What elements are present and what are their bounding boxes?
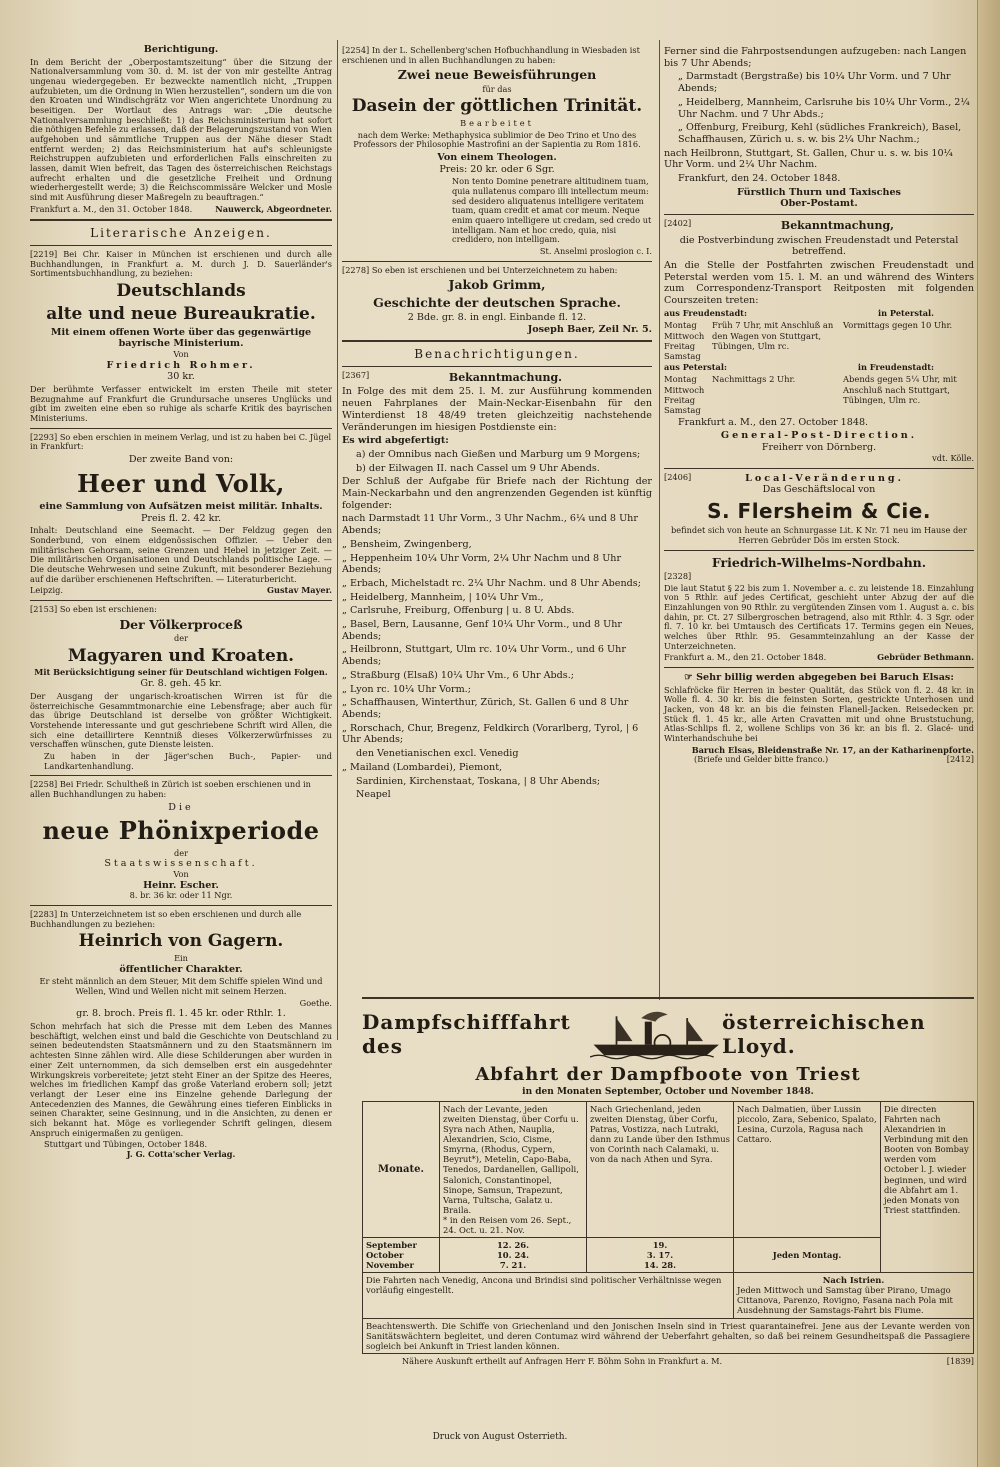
ad-2283-price: gr. 8. broch. Preis fl. 1. 45 kr. oder Rthlr. 1. xyxy=(76,1008,286,1020)
b5-title-text: Sehr billig werden abgegeben bei Baruch Elsas: xyxy=(696,671,954,683)
ad-2254-cite: St. Anselmi proslogion c. I. xyxy=(539,246,652,257)
b3-sub: Das Geschäftslocal von xyxy=(762,484,876,496)
date: 3. 17. xyxy=(646,1250,674,1261)
ad-2153-der: der xyxy=(173,633,188,644)
berichtigung-sign: Nauwerck, Abgeordneter. xyxy=(215,203,332,214)
ad-2153-text2: Zu haben in der Jäger'schen Buch-, Papier- und Landkartenhandlung. xyxy=(44,750,332,771)
ad-2293-place: Leipzig. xyxy=(30,585,63,596)
lloyd-gr-dates xyxy=(587,1238,734,1273)
lloyd-table xyxy=(362,1101,974,1354)
b5-id: [2412] xyxy=(946,754,974,765)
b2-sign2: Freiherr von Dörnberg. xyxy=(761,442,877,454)
ad-2283-text: Schon mehrfach hat sich die Presse mit dem Leben des Mannes beschäftigt, welchen einst und bald die Geschichte von Deutschland zu seinen bedeutendsten Staatsmännern und zu den Staatsmännern im achtesten Sinne zählen wird. Alle diese Schilderungen aber wurden in einer Zeit unternommen, da sich demselben erst ein ausgedehnter Wirkungskreis vorbereitete; jetzt steht Einer an der Spitze des Heeres, welches im friedlichen Kampf das große Vaterland erobern soll; jetzt verlangt der Leser eine ins Einzelne gehende Darlegung der Antecedenzien des Mannes, die Gewährung eines tieferen Einblicks in seinen Charakter, seine Gesinnung, und in die Ansichten, zu denen er sich bekannt hat. Möge es vorliegender Schrift gelingen, diesem Anspruch einigermaßen zu genügen. xyxy=(30,1021,332,1138)
ad-2219-title1: Deutschlands xyxy=(116,281,246,302)
ad-2153-title1: Der Völkerproceß xyxy=(119,616,243,632)
ad-2258-author: Heinr. Escher. xyxy=(143,879,219,891)
bek-line: „ Heilbronn, Stuttgart, Ulm rc. 10¼ Uhr Vorm., und 6 Uhr Abends; xyxy=(342,644,626,668)
fahr-date: Frankfurt, den 24. October 1848. xyxy=(678,173,841,185)
bek-line: „ Schaffhausen, Winterthur, Zürich, St. Gallen 6 und 8 Uhr Abends; xyxy=(342,697,629,720)
b2-sign3: vdt. Kölle. xyxy=(932,452,974,463)
divider xyxy=(342,366,652,367)
lloyd-istrien-text: Jeden Mittwoch und Samstag über Pirano, Umago Cittanova, Parenzo, Rovigno, Fasana nach Pola mit Ausdehnung der Samstags-Fahrt bis Fiume. xyxy=(737,1285,953,1316)
b3-name: S. Flersheim & Cie. xyxy=(707,498,931,523)
lloyd-title: Abfahrt der Dampfboote von Triest xyxy=(475,1064,861,1085)
page-edge xyxy=(977,0,1000,1467)
bek-2367-b: b) der Eilwagen II. nach Cassel um 9 Uhr Abends. xyxy=(356,462,600,474)
date: 14. 28. xyxy=(643,1260,677,1271)
ad-2258-title: neue Phönixperiode xyxy=(42,816,320,846)
bek-2367-a: a) der Omnibus nach Gießen und Marburg um 9 Morgens; xyxy=(356,448,641,460)
column-rule-2 xyxy=(659,40,660,1000)
b5-note: (Briefe und Gelder bitte franco.) xyxy=(694,754,829,765)
lloyd-header xyxy=(362,1004,974,1064)
lloyd-levante-note: * in den Reisen vom 26. Sept., 24. Oct. u. 21. Nov. xyxy=(443,1214,572,1235)
divider xyxy=(30,775,332,776)
bek-line: „ Erbach, Michelstadt rc. 2¼ Uhr Nachm. und 8 Uhr Abends; xyxy=(342,577,641,589)
ad-2278-intro: [2278] So eben ist erschienen und bei Unterzeichnetem zu haben: xyxy=(342,264,618,275)
ad-2293-sub1: Der zweite Band von: xyxy=(128,454,234,466)
lloyd-griech: Nach Griechenland, jeden zweiten Dienstag, über Corfu, Patras, Vostizza, nach Lutraki, dann zu Lande über den Isthmus von Corinth nach Calamaki, u. von da nach Athen und Syra. xyxy=(587,1102,734,1238)
ad-2283-title: Heinrich von Gagern. xyxy=(78,931,284,952)
ad-2254-latin: Non tento Domine penetrare altitudinem tuam, quia nullatenus comparo illi intellectum meum: sed desidero aliquatenus intelligere veritatem tuam, quam credit et amat cor meum. Neque enim quaero intelligere ut credam, sed credo ut intelligam. Nam et hoc credo, quia, nisi credidero, non intelligam. xyxy=(452,176,652,245)
divider xyxy=(30,245,332,246)
divider xyxy=(664,214,974,215)
ad-2254-fur: für das xyxy=(482,83,512,94)
b4-id: [2328] xyxy=(664,570,692,581)
divider xyxy=(30,219,332,221)
ad-2153-title2: Magyaren und Kroaten. xyxy=(67,645,295,666)
fahr-sign1: Fürstlich Thurn und Taxisches xyxy=(737,186,901,198)
lloyd-lev-dates xyxy=(440,1238,587,1273)
fahr-line: „ Offenburg, Freiburg, Kehl (südliches Frankreich), Basel, Schaffhausen, Zürich u. s. w. bis 2¼ Uhr Nachm.; xyxy=(678,122,962,145)
b2-h1: aus Freudenstadt: xyxy=(664,307,747,318)
date: 12. 26. xyxy=(496,1240,530,1251)
b2-text: An die Stelle der Postfahrten zwischen Freudenstadt und Peterstal werden vom 15. l. M. an und während des Winters zum Correspondenz-Transport Reitposten mit folgenden Courszeiten treten: xyxy=(664,259,974,307)
ad-2293-sub2: eine Sammlung von Aufsätzen meist militär. Inhalts. xyxy=(39,501,323,513)
b4-text: Die laut Statut § 22 bis zum 1. November a. c. zu leistende 18. Einzahlung von 5 Rthlr. auf jedes Certificat, geschieht unter Abzug der auf die Einzahlungen von 90 Rthlr. zu vergütenden Zinsen vom 1. August a. c. bis dahin, pr. Ct. 27 Silbergroschen betragend, also mit Rthlr. 4. 3 Sgr. oder fl. 7. 10 kr. bei Umtausch des Certificats 17. Termins gegen ein Neues, welches über Rthlr. 95. Gesammteinzahlung an der Kasse der Unterzeichneten. xyxy=(664,582,974,651)
bek-line: Sardinien, Kirchenstaat, Toskana, | 8 Uhr Abends; xyxy=(356,775,601,787)
ad-2283-sign: J. G. Cotta'scher Verlag. xyxy=(126,1148,236,1159)
b2-r2c: Abends gegen 5¼ Uhr, mit Anschluß nach Stuttgart, Tübingen, Ulm rc. xyxy=(843,374,957,405)
ad-2254-title1: Zwei neue Beweisführungen xyxy=(397,67,597,83)
divider xyxy=(342,261,652,262)
ad-2153-intro: [2153] So eben ist erschienen: xyxy=(30,604,157,615)
bek-2367-schluss: Der Schluß der Aufgabe für Briefe nach der Richtung der Main-Neckarbahn und den angrenzenden Gegenden ist künftig folgender: xyxy=(342,476,652,511)
bek-line: „ Lyon rc. 10¼ Uhr Vorm.; xyxy=(342,683,471,695)
b2-sub: die Postverbindung zwischen Freudenstadt und Peterstal betreffend. xyxy=(679,234,959,258)
berichtigung-date: Frankfurt a. M., den 31. October 1848. xyxy=(30,203,193,214)
lloyd-advert xyxy=(362,992,974,1366)
lloyd-left: Dampfschifffahrt des xyxy=(362,1010,571,1058)
b4-date: Frankfurt a. M., den 21. October 1848. xyxy=(664,652,827,663)
fahr-line: nach Heilbronn, Stuttgart, St. Gallen, Chur u. s. w. bis 10¼ Uhr Vorm. und 2¼ Uhr Nachm. xyxy=(664,147,953,171)
ad-2293-title: Heer und Volk, xyxy=(77,468,285,498)
ad-2219-sub: Mit einem offenen Worte über das gegenwärtige bayrische Ministerium. xyxy=(50,326,312,350)
ad-2219-text: Der berühmte Verfasser entwickelt im ersten Theile mit steter Bezugnahme auf Frankfurt die Grundursache unseres Unglücks und gibt im zweiten eine eben so ruhige als scharfe Kritik des bayrischen Ministeriums. xyxy=(30,384,332,424)
divider xyxy=(30,905,332,906)
section-literarische: Literarische Anzeigen. xyxy=(90,226,272,241)
bek-line: „ Heidelberg, Mannheim, | 10¼ Uhr Vm., xyxy=(342,591,544,603)
bek-2367-title: Bekanntmachung. xyxy=(448,371,562,384)
b2-h4: in Freudenstadt: xyxy=(857,361,934,372)
b2-id: [2402] xyxy=(664,218,692,229)
fahr-line: „ Darmstadt (Bergstraße) bis 10¼ Uhr Vorm. und 7 Uhr Abends; xyxy=(678,71,951,95)
bek-line: „ Rorschach, Chur, Bregenz, Feldkirch (Vorarlberg, Tyrol, | 6 Uhr Abends; xyxy=(342,722,639,746)
steamship-icon xyxy=(590,1006,723,1062)
ad-2258-von: Von xyxy=(173,868,189,879)
ad-2258-intro: [2258] Bei Friedr. Schultheß in Zürich ist soeben erschienen und in allen Buchhandlungen zu haben: xyxy=(30,779,311,799)
ad-2258-die: Die xyxy=(168,801,194,813)
lloyd-levante-text: Nach der Levante, jeden zweiten Dienstag, über Corfu u. Syra nach Athen, Nauplia, Alexandrien, Scio, Cisme, Smyrna, (Rhodus, Cypern, Beyrut*), Metelin, Capo-Baba, Tenedos, Dardanellen, Gallipoli, Salonich, Constantinopel, Sinope, Samsun, Trapezunt, Varna, Tultscha, Galatz u. Braila. xyxy=(443,1104,579,1215)
b2-date: Frankfurt a. M., den 27. October 1848. xyxy=(678,416,869,428)
ad-2254-text: nach dem Werke: Methaphysica sublimior de Deo Trino et Uno des Professors der Philosophie Mastrofini an der Sapientia zu Rom 1816. xyxy=(353,129,641,150)
ad-2283-ein: Ein xyxy=(174,953,188,964)
lloyd-venedig: Die Fahrten nach Venedig, Ancona und Brindisi sind politischer Verhältnisse wegen vorläufig eingestellt. xyxy=(363,1273,734,1318)
lloyd-monate: Monate. xyxy=(363,1102,440,1238)
column-3 xyxy=(664,44,974,765)
fahr-line: „ Heidelberg, Mannheim, Carlsruhe bis 10¼ Uhr Vorm., 2¼ Uhr Nachm. und 7 Uhr Abds.; xyxy=(678,96,970,120)
month: October xyxy=(366,1250,404,1261)
ad-2278-sign: Joseph Baer, Zeil Nr. 5. xyxy=(527,323,652,335)
lloyd-note: Die directen Fahrten nach Alexandrien in Verbindung mit den Booten von Bombay werden vom October l. J. wieder beginnen, und wird die Abfahrt am 1. jeden Monats von Triest stattfinden. xyxy=(881,1102,974,1273)
bek-line: Neapel xyxy=(356,789,391,801)
divider xyxy=(664,667,974,668)
b5-sign: Baruch Elsas, Bleidenstraße Nr. 17, an der Katharinenpforte. xyxy=(691,744,974,755)
ad-2283-goethe: Goethe. xyxy=(299,997,332,1008)
ad-2254-title2: Dasein der göttlichen Trinität. xyxy=(351,96,643,117)
ad-2254-by: Von einem Theologen. xyxy=(437,152,557,164)
b2-r1c: Vormittags gegen 10 Uhr. xyxy=(843,320,953,331)
ad-2258-price: 8. br. 36 kr. oder 11 Ngr. xyxy=(129,890,233,901)
divider xyxy=(30,600,332,601)
lloyd-right: österreichischen Lloyd. xyxy=(722,1010,926,1058)
lloyd-auskunft: Nähere Auskunft ertheilt auf Anfragen Herr F. Böhm Sohn in Frankfurt a. M. xyxy=(402,1355,723,1366)
ad-2153-sub: Mit Berücksichtigung seiner für Deutschland wichtigen Folgen. xyxy=(34,667,328,678)
date: 10. 24. xyxy=(496,1250,530,1261)
ad-2219-price: 30 kr. xyxy=(167,371,195,383)
printer-footer: Druck von August Osterrieth. xyxy=(432,1432,568,1442)
lloyd-istrien-title: Nach Istrien. xyxy=(822,1275,885,1286)
lloyd-dalm-date: Jeden Montag. xyxy=(734,1238,881,1273)
ad-2278-title: Geschichte der deutschen Sprache. xyxy=(373,294,621,310)
ad-2278-author: Jakob Grimm, xyxy=(448,277,546,293)
column-1 xyxy=(30,44,332,1160)
bek-line: nach Darmstadt 11 Uhr Vorm., 3 Uhr Nachm., 6¼ und 8 Uhr Abends; xyxy=(342,513,638,537)
b3-title: Local-Veränderung. xyxy=(745,472,904,484)
bek-2367-id: [2367] xyxy=(342,370,370,380)
lloyd-levante xyxy=(440,1102,587,1238)
ad-2219-von: Von xyxy=(173,348,189,359)
date: 19. xyxy=(652,1240,668,1251)
b4-sign: Gebrüder Bethmann. xyxy=(877,652,974,663)
bek-line: „ Straßburg (Elsaß) 10¼ Uhr Vm., 6 Uhr Abds.; xyxy=(342,669,575,681)
bek-line: den Venetianischen excl. Venedig xyxy=(356,748,519,760)
bek-line: „ Carlsruhe, Freiburg, Offenburg | u. 8 U. Abds. xyxy=(342,605,575,617)
pointing-hand-icon: ☞ xyxy=(684,671,697,683)
divider xyxy=(664,550,974,551)
ad-2254-intro: [2254] In der L. Schellenberg'schen Hofbuchhandlung in Wiesbaden ist erschienen und in allen Buchhandlungen zu haben: xyxy=(342,45,640,65)
ad-2293-text: Inhalt: Deutschland eine Seemacht. — Der Feldzug gegen den Sonderbund, von einem eidgenössischen Offizier. — Ueber den militärischen Gehorsam, seine Grenzen und Hebel in jetziger Zeit. — Die militärischen Organisationen und Deutschlands politische Lage. — Die deutsche Wehrwesen und seine Zukunft, mit besonderer Beziehung auf die darüber erschienenen Heftschriften. — Literaturbericht. xyxy=(30,525,332,584)
ad-2293-sign: Gustav Mayer. xyxy=(267,585,332,596)
lloyd-dalm: Nach Dalmatien, über Lussin piccolo, Zara, Sebenico, Spalato, Lesina, Curzola, Ragusa nach Cattaro. xyxy=(734,1102,881,1238)
lloyd-months xyxy=(363,1238,440,1273)
b3-text: befindet sich von heute an Schnurgasse Lit. K Nr. 71 neu im Hause der Herren Gebrüder Dös im ersten Stock. xyxy=(671,525,967,545)
ad-2219-title2: alte und neue Bureaukratie. xyxy=(46,303,316,324)
date: 7. 21. xyxy=(499,1260,527,1271)
column-2 xyxy=(342,44,652,803)
lloyd-istrien xyxy=(734,1273,974,1318)
bek-line: „ Heppenheim 10¼ Uhr Vorm, 2¼ Uhr Nachm und 8 Uhr Abends; xyxy=(342,552,622,576)
berichtigung-title: Berichtigung. xyxy=(143,44,219,55)
bek-line: „ Bensheim, Zwingenberg, xyxy=(342,538,472,550)
divider xyxy=(664,468,974,469)
ad-2153-text: Der Ausgang der ungarisch-kroatischen Wirren ist für die österreichische Gesammtmonarchie eine Lebensfrage; aber auch für das übrige Deutschland ist derselbe von größter Wichtigkeit. Vorstehende interessante und gut geschriebene Schrift wird Allen, die sich eine detaillirtere Kenntniß dieses Völkerzerwürfnisses zu verschaffen wünschen, gute Dienste leisten. xyxy=(30,690,332,750)
divider xyxy=(342,340,652,342)
bek-line: „ Mailand (Lombardei), Piemont, xyxy=(342,761,503,773)
section-benachrichtigungen: Benachrichtigungen. xyxy=(414,347,580,362)
ad-2219-author: Friedrich Rohmer. xyxy=(106,359,256,371)
ad-2278-price: 2 Bde. gr. 8. in engl. Einbande fl. 12. xyxy=(407,311,587,323)
b2-r2b: Nachmittags 2 Uhr. xyxy=(712,374,796,385)
ad-2293-intro: [2293] So eben erschien in meinem Verlag, und ist zu haben bei C. Jügel in Frankfurt: xyxy=(30,431,332,452)
bek-2367-es: Es wird abgefertigt: xyxy=(342,435,449,447)
b5-title xyxy=(664,672,974,684)
b2-sign1: General-Post-Direction. xyxy=(720,430,918,442)
bek-line: „ Basel, Bern, Lausanne, Genf 10¼ Uhr Vorm., und 8 Uhr Abends; xyxy=(342,619,622,642)
bek-2367-text: In Folge des mit dem 25. l. M. zur Ausführung kommenden neuen Fahrplanes der Main-Neckar-Eisenbahn für den Winterdienst 18 48/49 treten gleichzeitig nachstehende Veränderungen im hiesigen Postdienste ein: xyxy=(342,386,652,433)
ad-2153-price: Gr. 8. geh. 45 kr. xyxy=(140,678,222,690)
b2-days: Montag Mittwoch Freitag Samstag xyxy=(664,374,705,415)
ad-2283-intro: [2283] In Unterzeichnetem ist so eben erschienen und durch alle Buchhandlungen zu beziehen: xyxy=(30,908,302,929)
lloyd-beacht: Beachtenswerth. Die Schiffe von Griechenland und den Jonischen Inseln sind in Triest quarantainefrei. Jene aus der Levante werden von Sanitätswächtern begleitet, und deren Contumaz wird während der Ueberfahrt gehalten, so daß bei reinem Gesundheitspaß die Passagiere sogleich bei Ankunft in Triest landen können. xyxy=(363,1318,974,1353)
b5-text: Schlafröcke für Herren in bester Qualität, das Stück von fl. 2. 48 kr. in Wolle fl. 4. 30 kr. bis die feinsten Sorten, gestrickte Unterhosen und Jacken, von 48 kr. an bis die feinsten Flanell-Jacken. Reisedecken pr. Stück fl. 1. 45 kr., alle Arten Cravatten mit und ohne Bruststuchung, Atlas-Schlips fl. 2, wollene Schlips von 36 kr. an bis fl. 2. Glacé- und Winterhandschuhe bei xyxy=(664,684,974,744)
ad-2283-sub: öffentlicher Charakter. xyxy=(119,963,243,975)
lloyd-sub: in den Monaten September, October und November 1848. xyxy=(522,1087,814,1097)
divider xyxy=(30,428,332,429)
ad-2258-sub: Staatswissenschaft. xyxy=(104,858,258,870)
ad-2283-verse: Er steht männlich an dem Steuer, Mit dem Schiffe spielen Wind und Wellen, Wind und Wellen nicht mit seinem Herzen. xyxy=(39,976,323,997)
bek-2367-lines xyxy=(342,513,652,800)
ad-2258-der: der xyxy=(173,847,188,858)
ad-2254-bearb: Bearbeitet xyxy=(460,118,534,128)
berichtigung-text: In dem Bericht der „Oberpostamtszeitung“ über die Sitzung der Nationalversammlung vom 30. d. M. ist der von mir gestellte Antrag ungenau wiedergegeben. Er bezweckte namentlich nicht, „Truppen aufzubieten, um die Ordnung in Wien herzustellen“, sondern um die von den Kroaten und Windischgrätz vor Wien angerichtete Unordnung zu beseitigen. Der Wortlaut des Antrags war: „Die deutsche Nationalversammlung beschließt: 1) das Reichsministerium hat sofort die nöthigen Befehle zu erlassen, daß der Belagerungszustand von Wien aufgehoben und sämmtliche Truppen aus der Nähe dieser Stadt entfernt werden; 2) das Reichsministerium hat auf's schleunigste Reichstruppen aufzubieten und erforderlichen Falls einschreiten zu lassen, damit Wien befreit, das Tagen des österreichischen Reichstags aufrecht erhalten und die gesetzliche Freiheit und Ordnung wiederhergestellt werde; 3) die Reichscommissäre Welcker und Mosle sind mit Ausführung dieser Maßregeln zu beauftragen.“ xyxy=(30,56,332,203)
ad-2293-price: Preis fl. 2. 42 kr. xyxy=(140,512,222,524)
month: September xyxy=(366,1240,417,1251)
b2-r1b: Früh 7 Uhr, mit Anschluß an den Wagen von Stuttgart, Tübingen, Ulm rc. xyxy=(712,320,834,351)
fahr-sign2: Ober-Postamt. xyxy=(780,198,858,210)
b3-id: [2406] xyxy=(664,471,692,482)
month: November xyxy=(366,1260,414,1271)
divider xyxy=(362,997,974,999)
fahr-intro: Ferner sind die Fahrpostsendungen aufzugeben: nach Langen bis 7 Uhr Abends; xyxy=(664,46,967,69)
column-rule-1 xyxy=(337,40,338,1040)
ad-2254-price: Preis: 20 kr. oder 6 Sgr. xyxy=(439,163,555,175)
b2-h3: aus Peterstal: xyxy=(664,361,727,372)
b2-days: Montag Mittwoch Freitag Samstag xyxy=(664,320,705,361)
b4-title: Friedrich-Wilhelms-Nordbahn. xyxy=(711,554,927,570)
b2-h2: in Peterstal. xyxy=(877,307,934,318)
b2-title: Bekanntmachung, xyxy=(780,219,894,233)
ad-2219-intro: [2219] Bei Chr. Kaiser in München ist erschienen und durch alle Buchhandlungen, in Frankfurt a. M. durch J. D. Sauerländer's Sortimentsbuchhandlung, zu beziehen: xyxy=(30,249,332,279)
ad-2283-date: Stuttgart und Tübingen, October 1848. xyxy=(44,1139,208,1150)
lloyd-auskunft-id: [1839] xyxy=(946,1355,974,1366)
